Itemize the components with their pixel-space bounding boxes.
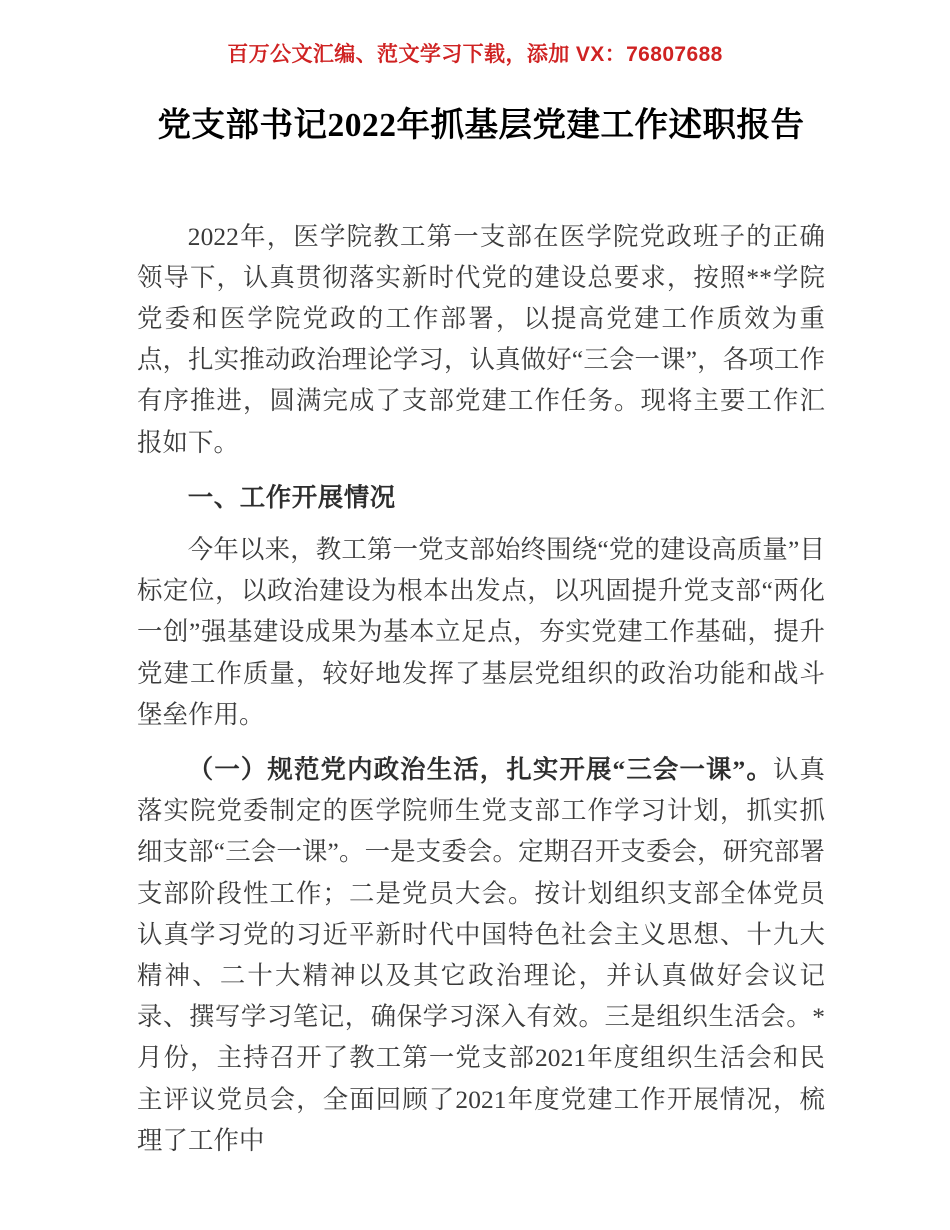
paragraph-spacer-3 xyxy=(137,736,825,750)
paragraph-spacer-2 xyxy=(137,519,825,530)
document-body xyxy=(137,104,825,1162)
page-title: 党支部书记2022年抓基层党建工作述职报告 xyxy=(157,107,805,144)
subsection-one-paragraph xyxy=(137,750,825,1162)
promo-banner-text: 百万公文汇编、范文学习下载，添加 VX：76807688 xyxy=(227,43,723,66)
section-heading-one: 一、工作开展情况 xyxy=(187,483,396,512)
section-one-paragraph: 今年以来，教工第一党支部始终围绕“党的建设高质量”目标定位，以政治建设为根本出发点，以巩固提升党支部“两化一创”强基建设成果为基本立足点，夯实党建工作基础，提升党建工作质量，较好地发挥了基层党组织的政治功能和战斗堡垒作用。 xyxy=(137,535,825,729)
subsection-one-lead: （一）规范党内政治生活，扎实开展“三会一课”。 xyxy=(187,755,773,784)
intro-paragraph: 2022年，医学院教工第一支部在医学院党政班子的正确领导下，认真贯彻落实新时代党的建设总要求，按照**学院党委和医学院党政的工作部署，以提高党建工作质效为重点，扎实推动政治理论学习，认真做好“三会一课”，各项工作有序推进，圆满完成了支部党建工作任务。现将主要工作汇报如下。 xyxy=(137,222,825,457)
title-spacer xyxy=(137,149,825,217)
subsection-one-body: 认真落实院党委制定的医学院师生党支部工作学习计划，抓实抓细支部“三会一课”。一是支委会。定期召开支委会，研究部署支部阶段性工作；二是党员大会。按计划组织支部全体党员认真学习党的习近平新时代中国特色社会主义思想、十九大精神、二十大精神以及其它政治理论，并认真做好会议记录、撰写学习笔记，确保学习深入有效。三是组织生活会。*月份，主持召开了教工第一党支部2021年度组织生活会和民主评议党员会，全面回顾了2021年度党建工作开展情况，梳理了工作中 xyxy=(137,755,825,1155)
paragraph-spacer-1 xyxy=(137,464,825,478)
